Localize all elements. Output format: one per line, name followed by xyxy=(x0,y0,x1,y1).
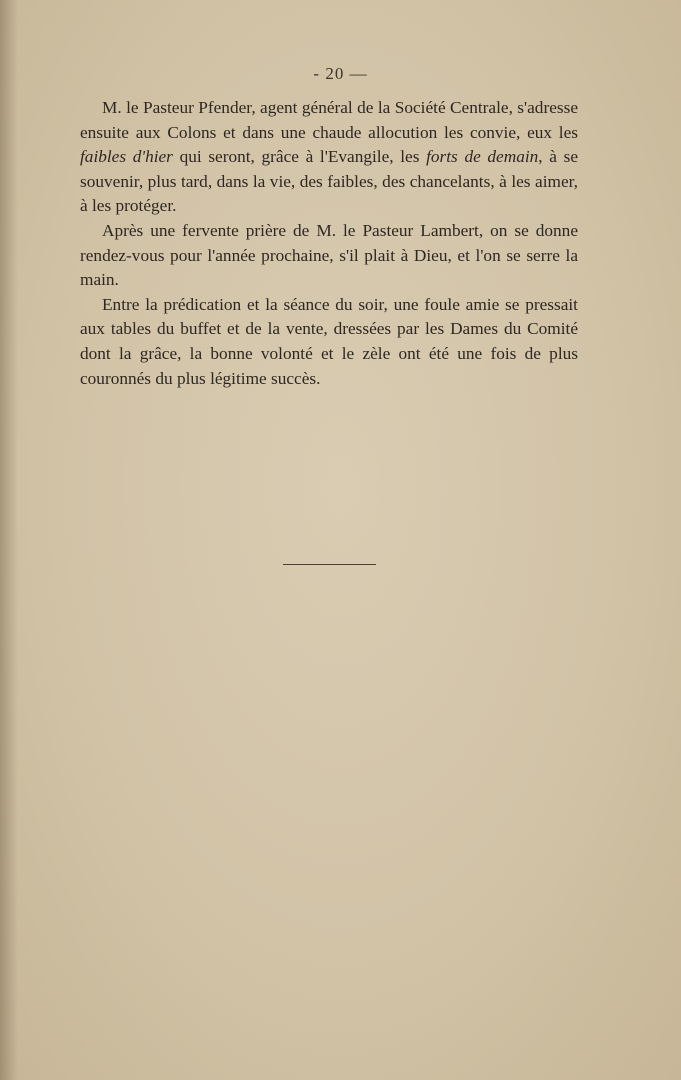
italic-phrase: forts de demain xyxy=(426,147,539,167)
paragraph-buffet-sale: Entre la prédication et la séance du soir, une foule amie se pressait aux tables du buffet et de la vente, dressées par les Dames du Comité dont la grâce, la bonne volonté et le zèle ont été une fois de plus couronnés du plus légitime succès. xyxy=(80,294,578,388)
paragraph-text: M. le Pasteur Pfender, agent général de la Société Centrale, s'adresse ensuite aux Colons et dans une chaude allocution les convie, eux les xyxy=(80,98,578,142)
paragraph-pfender-speech xyxy=(80,96,578,219)
body-text xyxy=(80,96,578,391)
italic-phrase: faibles d'hier xyxy=(80,147,173,167)
separator-rule xyxy=(283,564,376,565)
paragraph-prayer: Après une fervente prière de M. le Pasteur Lambert, on se donne rendez-vous pour l'année prochaine, s'il plait à Dieu, et l'on se serre la main. xyxy=(80,220,578,290)
page-number: - 20 — xyxy=(313,64,368,83)
paragraph-text: , à se souvenir, plus tard, dans la vie, des faibles, des chancelants, à les aimer, à les protéger. xyxy=(80,147,578,216)
paragraph-text: qui seront, grâce à l'Evangile, les xyxy=(172,147,427,167)
